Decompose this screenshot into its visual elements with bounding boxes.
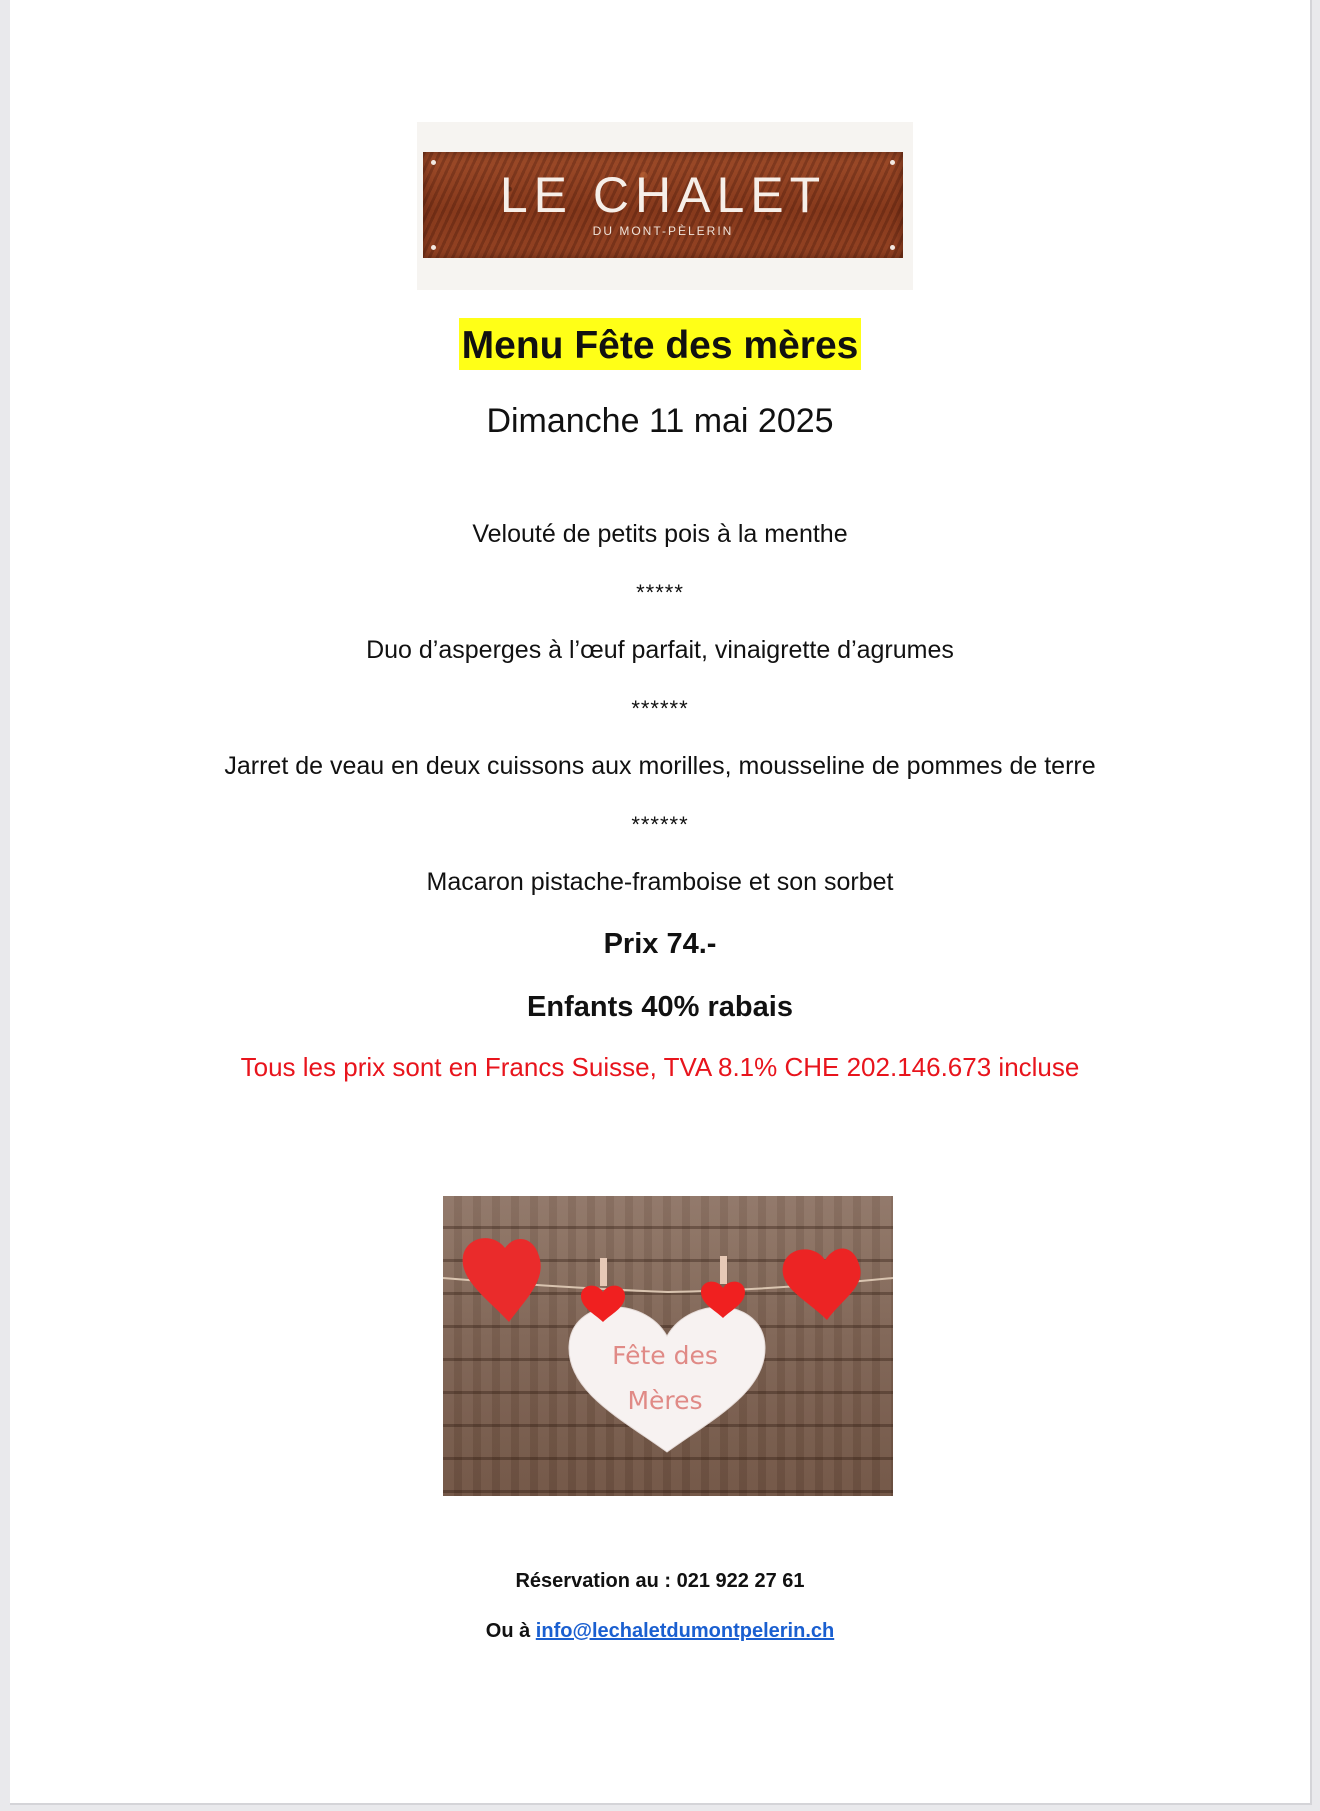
dish-starter: Velouté de petits pois à la menthe — [472, 520, 848, 548]
rivet-icon — [890, 245, 895, 250]
red-heart-icon — [463, 1238, 541, 1322]
vat-note: Tous les prix sont en Francs Suisse, TVA 8.1% CHE 202.146.673 incluse — [240, 1052, 1080, 1082]
rivet-icon — [890, 160, 895, 165]
dish-dessert: Macaron pistache-framboise et son sorbet — [426, 868, 894, 896]
mothers-day-hearts-image — [443, 1196, 893, 1496]
reservation-phone: Réservation au : 021 922 27 61 — [515, 1570, 805, 1592]
heart-text-line1: Fête des — [612, 1341, 718, 1370]
logo-subtitle: DU MONT-PÈLERIN — [592, 224, 734, 238]
heart-text-line2: Mères — [627, 1386, 703, 1415]
document-page — [10, 0, 1312, 1805]
or-label: Ou à — [485, 1620, 531, 1642]
rivet-icon — [431, 245, 436, 250]
dish-main: Jarret de veau en deux cuissons aux morilles, mousseline de pommes de terre — [224, 752, 1096, 780]
email-row — [10, 1618, 1310, 1644]
course-separator: ****** — [631, 696, 689, 721]
logo-title: LE CHALET — [499, 167, 827, 223]
menu-title: Menu Fête des mères — [459, 318, 862, 370]
children-discount: Enfants 40% rabais — [527, 991, 793, 1023]
clothespin-icon — [600, 1258, 607, 1286]
hearts-illustration — [443, 1196, 893, 1496]
menu-title-row — [10, 318, 1310, 370]
clothespin-icon — [720, 1256, 727, 1284]
menu-date: Dimanche 11 mai 2025 — [486, 402, 834, 440]
white-heart-icon — [569, 1307, 765, 1452]
dish-entree: Duo d’asperges à l’œuf parfait, vinaigrette d’agrumes — [366, 636, 954, 664]
rivet-icon — [431, 160, 436, 165]
course-separator: ***** — [636, 580, 684, 605]
restaurant-logo — [423, 152, 903, 258]
red-heart-icon — [783, 1248, 861, 1320]
email-link[interactable]: info@lechaletdumontpelerin.ch — [535, 1620, 835, 1642]
menu-price: Prix 74.- — [603, 928, 717, 960]
course-separator: ****** — [631, 812, 689, 837]
